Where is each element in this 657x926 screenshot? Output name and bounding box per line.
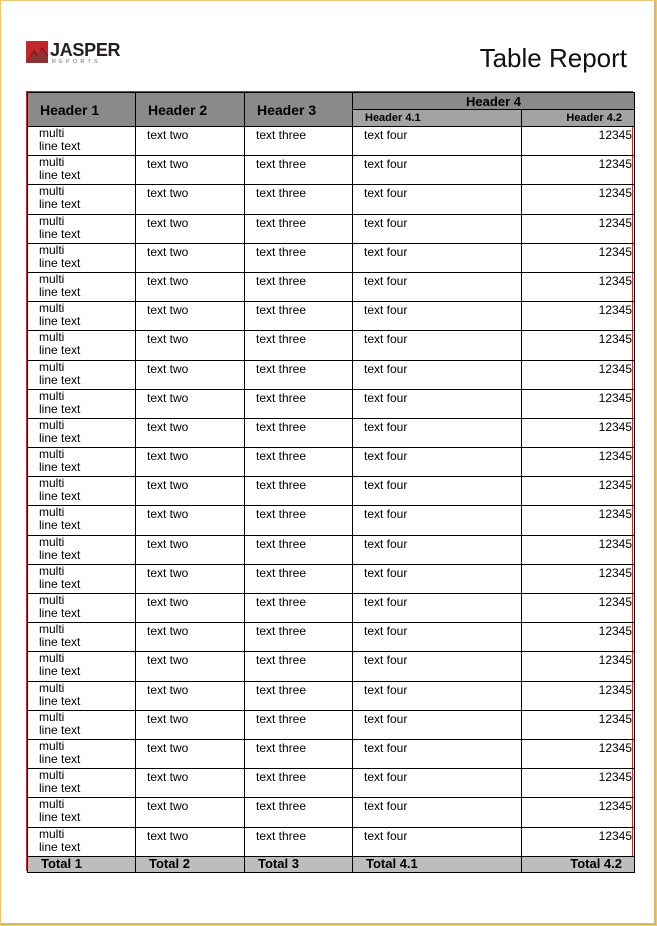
header-4-1: Header 4.1 (353, 110, 522, 127)
cell-line-2: line text (39, 839, 81, 854)
cell-header-1 (28, 272, 136, 301)
table-row (28, 302, 635, 331)
cell-header-3: text three (245, 506, 353, 535)
cell-header-2: text two (136, 243, 245, 272)
cell-header-1 (28, 156, 136, 185)
cell-header-1 (28, 127, 136, 156)
cell-header-4-2: 12345 (522, 681, 635, 710)
cell-header-1 (28, 710, 136, 739)
cell-header-4-2: 12345 (522, 389, 635, 418)
cell-header-4-1: text four (353, 827, 522, 856)
cell-header-2: text two (136, 418, 245, 447)
cell-header-2: text two (136, 331, 245, 360)
cell-header-3: text three (245, 214, 353, 243)
cell-header-1 (28, 681, 136, 710)
jasper-reports-logo (26, 41, 120, 67)
cell-header-4-2: 12345 (522, 477, 635, 506)
cell-line-1: multi (39, 651, 65, 666)
cell-header-3: text three (245, 798, 353, 827)
cell-header-2: text two (136, 623, 245, 652)
cell-header-1 (28, 769, 136, 798)
cell-header-4-1: text four (353, 506, 522, 535)
totals-row (28, 856, 635, 872)
table-row (28, 331, 635, 360)
header-4-2: Header 4.2 (522, 110, 635, 127)
cell-header-3: text three (245, 710, 353, 739)
cell-header-3: text three (245, 827, 353, 856)
cell-header-2: text two (136, 214, 245, 243)
cell-header-4-2: 12345 (522, 331, 635, 360)
jasper-logo-icon (26, 41, 48, 63)
cell-header-4-2: 12345 (522, 448, 635, 477)
cell-header-4-2: 12345 (522, 652, 635, 681)
report-title: Table Report (479, 43, 627, 73)
cell-line-1: multi (39, 330, 65, 345)
report-table-container (26, 91, 633, 871)
table-row (28, 535, 635, 564)
cell-header-4-2: 12345 (522, 214, 635, 243)
cell-header-4-2: 12345 (522, 594, 635, 623)
cell-line-2: line text (39, 401, 81, 416)
total-4-2: Total 4.2 (522, 856, 635, 872)
cell-header-4-1: text four (353, 302, 522, 331)
cell-line-1: multi (39, 184, 65, 199)
header-1: Header 1 (28, 93, 136, 127)
logo-word: JASPER (50, 40, 121, 60)
cell-line-1: multi (39, 797, 65, 812)
cell-header-1 (28, 827, 136, 856)
cell-line-2: line text (39, 576, 81, 591)
table-row (28, 681, 635, 710)
table-row (28, 623, 635, 652)
cell-header-3: text three (245, 389, 353, 418)
cell-line-2: line text (39, 255, 81, 270)
report-table (27, 92, 635, 873)
table-row (28, 739, 635, 768)
cell-header-1 (28, 564, 136, 593)
cell-header-3: text three (245, 594, 353, 623)
total-4-1: Total 4.1 (353, 856, 522, 872)
cell-header-3: text three (245, 360, 353, 389)
cell-line-2: line text (39, 314, 81, 329)
logo-subword: REPORTS (52, 59, 101, 65)
cell-header-3: text three (245, 623, 353, 652)
table-row (28, 506, 635, 535)
cell-header-2: text two (136, 360, 245, 389)
header-2: Header 2 (136, 93, 245, 127)
table-row (28, 652, 635, 681)
cell-header-2: text two (136, 272, 245, 301)
cell-header-3: text three (245, 156, 353, 185)
cell-header-2: text two (136, 739, 245, 768)
cell-header-3: text three (245, 272, 353, 301)
cell-header-1 (28, 360, 136, 389)
cell-line-2: line text (39, 664, 81, 679)
cell-header-4-1: text four (353, 185, 522, 214)
cell-header-3: text three (245, 127, 353, 156)
table-row (28, 594, 635, 623)
cell-header-2: text two (136, 448, 245, 477)
cell-line-2: line text (39, 606, 81, 620)
cell-line-1: multi (39, 710, 65, 724)
cell-header-4-2: 12345 (522, 243, 635, 272)
cell-header-4-1: text four (353, 331, 522, 360)
cell-header-2: text two (136, 710, 245, 739)
cell-header-1 (28, 214, 136, 243)
cell-header-1 (28, 477, 136, 506)
cell-header-4-1: text four (353, 681, 522, 710)
cell-header-4-2: 12345 (522, 798, 635, 827)
cell-header-4-1: text four (353, 448, 522, 477)
cell-header-1 (28, 798, 136, 827)
cell-header-3: text three (245, 302, 353, 331)
cell-line-1: multi (39, 272, 65, 286)
cell-line-2: line text (39, 343, 81, 358)
table-row (28, 272, 635, 301)
cell-header-2: text two (136, 302, 245, 331)
cell-line-1: multi (39, 535, 65, 549)
table-row (28, 710, 635, 739)
header-3: Header 3 (245, 93, 353, 127)
table-row (28, 156, 635, 185)
cell-header-1 (28, 331, 136, 360)
table-row (28, 477, 635, 506)
cell-header-3: text three (245, 185, 353, 214)
cell-line-2: line text (39, 635, 81, 650)
cell-line-2: line text (39, 781, 81, 796)
cell-header-4-1: text four (353, 418, 522, 447)
cell-line-1: multi (39, 126, 65, 140)
cell-header-3: text three (245, 331, 353, 360)
header-4: Header 4 (353, 93, 635, 110)
cell-header-4-1: text four (353, 798, 522, 827)
total-1: Total 1 (28, 856, 136, 872)
cell-header-1 (28, 739, 136, 768)
cell-line-2: line text (39, 197, 81, 212)
cell-line-2: line text (39, 489, 81, 504)
cell-line-1: multi (39, 827, 65, 841)
cell-header-4-1: text four (353, 623, 522, 652)
cell-header-2: text two (136, 477, 245, 506)
table-row (28, 360, 635, 389)
cell-line-2: line text (39, 693, 81, 708)
cell-header-2: text two (136, 827, 245, 856)
cell-header-1 (28, 302, 136, 331)
cell-header-3: text three (245, 739, 353, 768)
cell-header-1 (28, 448, 136, 477)
cell-header-4-1: text four (353, 156, 522, 185)
cell-line-1: multi (39, 768, 65, 783)
cell-header-3: text three (245, 769, 353, 798)
cell-header-4-2: 12345 (522, 710, 635, 739)
table-row (28, 769, 635, 798)
cell-header-4-1: text four (353, 127, 522, 156)
total-3: Total 3 (245, 856, 353, 872)
cell-header-2: text two (136, 652, 245, 681)
cell-header-4-2: 12345 (522, 769, 635, 798)
table-row (28, 185, 635, 214)
cell-header-2: text two (136, 769, 245, 798)
table-row (28, 564, 635, 593)
cell-line-2: line text (39, 460, 81, 475)
cell-line-1: multi (39, 505, 65, 520)
cell-header-4-2: 12345 (522, 156, 635, 185)
cell-line-1: multi (39, 447, 65, 462)
cell-line-1: multi (39, 243, 65, 257)
cell-line-1: multi (39, 360, 65, 374)
cell-header-4-1: text four (353, 739, 522, 768)
cell-header-2: text two (136, 185, 245, 214)
cell-header-1 (28, 623, 136, 652)
cell-header-1 (28, 652, 136, 681)
cell-header-1 (28, 506, 136, 535)
cell-header-3: text three (245, 477, 353, 506)
cell-header-4-2: 12345 (522, 272, 635, 301)
cell-header-4-1: text four (353, 214, 522, 243)
cell-header-4-1: text four (353, 272, 522, 301)
cell-header-3: text three (245, 564, 353, 593)
cell-header-4-2: 12345 (522, 302, 635, 331)
cell-line-2: line text (39, 547, 81, 562)
cell-line-1: multi (39, 681, 65, 695)
cell-header-4-2: 12345 (522, 506, 635, 535)
cell-header-4-2: 12345 (522, 418, 635, 447)
cell-header-2: text two (136, 594, 245, 623)
cell-header-1 (28, 594, 136, 623)
cell-header-2: text two (136, 681, 245, 710)
cell-header-4-2: 12345 (522, 739, 635, 768)
cell-header-3: text three (245, 243, 353, 272)
cell-line-1: multi (39, 214, 65, 228)
cell-header-2: text two (136, 535, 245, 564)
cell-line-1: multi (39, 389, 65, 403)
cell-header-2: text two (136, 389, 245, 418)
cell-line-2: line text (39, 430, 81, 445)
cell-header-3: text three (245, 448, 353, 477)
cell-header-1 (28, 185, 136, 214)
cell-line-2: line text (39, 751, 81, 766)
cell-header-2: text two (136, 506, 245, 535)
cell-line-2: line text (39, 372, 81, 387)
cell-header-2: text two (136, 798, 245, 827)
cell-line-2: line text (39, 722, 81, 737)
cell-header-3: text three (245, 535, 353, 564)
cell-header-4-2: 12345 (522, 127, 635, 156)
table-row (28, 448, 635, 477)
table-row (28, 798, 635, 827)
cell-line-1: multi (39, 155, 65, 170)
cell-line-1: multi (39, 476, 65, 491)
cell-header-4-1: text four (353, 710, 522, 739)
cell-line-2: line text (39, 518, 81, 533)
cell-header-1 (28, 243, 136, 272)
cell-line-2: line text (39, 810, 81, 825)
cell-line-1: multi (39, 593, 65, 607)
cell-header-2: text two (136, 127, 245, 156)
cell-header-3: text three (245, 652, 353, 681)
table-row (28, 243, 635, 272)
table-row (28, 389, 635, 418)
cell-line-2: line text (39, 168, 81, 183)
cell-header-4-1: text four (353, 594, 522, 623)
cell-header-4-1: text four (353, 389, 522, 418)
cell-header-4-2: 12345 (522, 360, 635, 389)
cell-header-4-2: 12345 (522, 535, 635, 564)
cell-header-4-1: text four (353, 652, 522, 681)
cell-header-4-1: text four (353, 564, 522, 593)
cell-header-4-2: 12345 (522, 185, 635, 214)
cell-header-1 (28, 418, 136, 447)
table-row (28, 418, 635, 447)
cell-line-1: multi (39, 739, 65, 753)
cell-header-4-2: 12345 (522, 827, 635, 856)
cell-header-4-1: text four (353, 477, 522, 506)
cell-line-1: multi (39, 418, 65, 432)
cell-header-3: text three (245, 418, 353, 447)
cell-header-1 (28, 535, 136, 564)
cell-line-1: multi (39, 301, 65, 316)
cell-line-1: multi (39, 564, 65, 578)
cell-line-2: line text (39, 139, 81, 153)
cell-line-1: multi (39, 622, 65, 637)
total-2: Total 2 (136, 856, 245, 872)
cell-line-2: line text (39, 284, 81, 299)
cell-line-2: line text (39, 226, 81, 241)
table-row (28, 827, 635, 856)
cell-header-3: text three (245, 681, 353, 710)
cell-header-1 (28, 389, 136, 418)
cell-header-2: text two (136, 564, 245, 593)
table-row (28, 127, 635, 156)
cell-header-4-1: text four (353, 769, 522, 798)
cell-header-2: text two (136, 156, 245, 185)
table-body (28, 127, 635, 857)
cell-header-4-2: 12345 (522, 564, 635, 593)
cell-header-4-1: text four (353, 360, 522, 389)
cell-header-4-2: 12345 (522, 623, 635, 652)
table-row (28, 214, 635, 243)
cell-header-4-1: text four (353, 535, 522, 564)
cell-header-4-1: text four (353, 243, 522, 272)
